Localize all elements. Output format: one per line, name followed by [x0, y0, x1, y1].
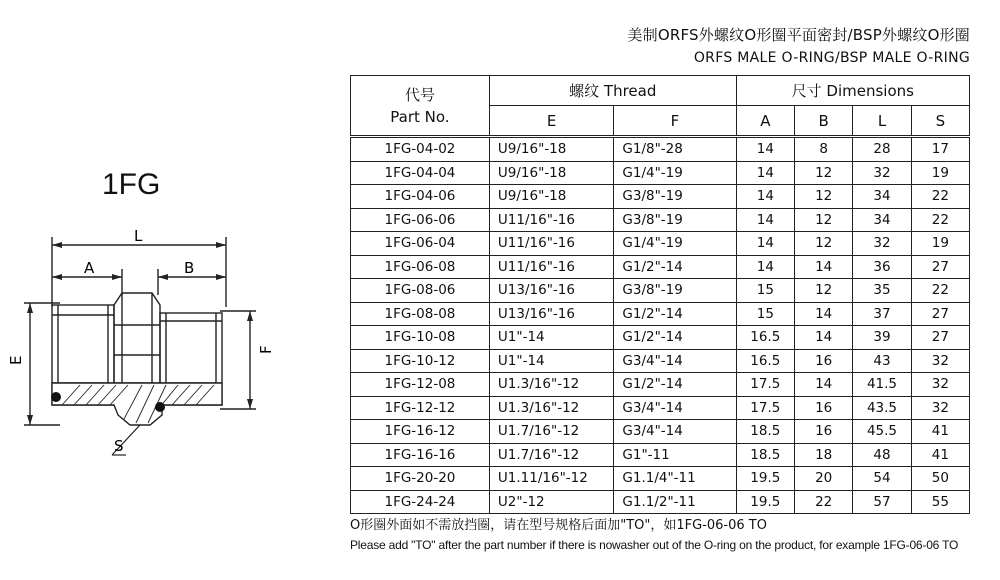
table-cell: G1/2"-14 [614, 302, 736, 326]
title-english: ORFS MALE O-RING/BSP MALE O-RING [693, 50, 970, 66]
table-cell: 57 [853, 490, 911, 514]
table-cell: 1FG-06-04 [351, 232, 490, 256]
table-row [351, 161, 970, 185]
label-f: F [257, 345, 275, 354]
table-row [351, 302, 970, 326]
header-col-f: F [614, 106, 736, 137]
table-cell: 19 [911, 161, 969, 185]
table-cell: 12 [795, 279, 853, 303]
table-cell: G1/4"-19 [614, 161, 736, 185]
table-row [351, 396, 970, 420]
table-cell: 16 [795, 349, 853, 373]
table-cell: U1.7/16"-12 [489, 443, 613, 467]
table-cell: 34 [853, 208, 911, 232]
table-row [351, 185, 970, 209]
label-b: B [184, 259, 195, 277]
table-cell: G1/8"-28 [614, 137, 736, 162]
table-row [351, 349, 970, 373]
table-cell: 1FG-04-04 [351, 161, 490, 185]
table-cell: U9/16"-18 [489, 185, 613, 209]
table-cell: 15 [736, 302, 794, 326]
table-cell: 15 [736, 279, 794, 303]
table-cell: G3/8"-19 [614, 208, 736, 232]
table-cell: 14 [736, 208, 794, 232]
table-row [351, 279, 970, 303]
header-col-b: B [795, 106, 853, 137]
table-row [351, 326, 970, 350]
table-cell: 22 [911, 208, 969, 232]
table-cell: 1FG-24-24 [351, 490, 490, 514]
table-body [351, 137, 970, 514]
table-cell: 14 [795, 373, 853, 397]
table-cell: 41 [911, 420, 969, 444]
table-cell: U1.3/16"-12 [489, 373, 613, 397]
table-cell: G1/2"-14 [614, 373, 736, 397]
table-row [351, 255, 970, 279]
table-cell: 34 [853, 185, 911, 209]
table-cell: 37 [853, 302, 911, 326]
table-cell: G3/4"-14 [614, 349, 736, 373]
table-cell: 22 [795, 490, 853, 514]
note-chinese: O形圈外面如不需放挡圈，请在型号规格后面加"TO"，如1FG-06-06 TO [350, 518, 767, 533]
table-cell: 18 [795, 443, 853, 467]
table-cell: 14 [736, 232, 794, 256]
table-cell: 54 [853, 467, 911, 491]
o-ring-right [155, 402, 165, 412]
header-col-s: S [911, 106, 969, 137]
table-cell: 1FG-04-02 [351, 137, 490, 162]
table-cell: U11/16"-16 [489, 208, 613, 232]
table-cell: U13/16"-16 [489, 279, 613, 303]
table-row [351, 443, 970, 467]
table-cell: 41 [911, 443, 969, 467]
table-cell: 19.5 [736, 467, 794, 491]
table-cell: U9/16"-18 [489, 137, 613, 162]
table-cell: 27 [911, 326, 969, 350]
table-cell: 32 [911, 349, 969, 373]
table-row [351, 373, 970, 397]
table-cell: 27 [911, 302, 969, 326]
header-col-e: E [489, 106, 613, 137]
table-cell: 17 [911, 137, 969, 162]
table-cell: G1.1/2"-11 [614, 490, 736, 514]
table-cell: 14 [795, 326, 853, 350]
table-cell: 27 [911, 255, 969, 279]
label-s: S [114, 437, 124, 455]
table-cell: 12 [795, 185, 853, 209]
table-cell: 16.5 [736, 349, 794, 373]
table-row [351, 208, 970, 232]
table-cell: 16 [795, 420, 853, 444]
table-cell: 20 [795, 467, 853, 491]
note-english: Please add "TO" after the part number if there is nowasher out of the O-ring on the product, for example 1FG-06-06 TO [350, 538, 959, 552]
table-cell: 12 [795, 208, 853, 232]
table-cell: 32 [911, 373, 969, 397]
table-cell: 48 [853, 443, 911, 467]
table-cell: U1"-14 [489, 326, 613, 350]
table-cell: 1FG-10-12 [351, 349, 490, 373]
spec-table [350, 75, 970, 514]
table-cell: 14 [795, 255, 853, 279]
table-cell: 14 [736, 185, 794, 209]
table-cell: 50 [911, 467, 969, 491]
table-cell: 18.5 [736, 443, 794, 467]
table-row [351, 490, 970, 514]
table-cell: 12 [795, 232, 853, 256]
label-e: E [7, 355, 25, 365]
model-label: 1FG [102, 168, 161, 201]
table-cell: 17.5 [736, 373, 794, 397]
table-cell: G1/2"-14 [614, 255, 736, 279]
table-cell: 32 [911, 396, 969, 420]
table-cell: G3/8"-19 [614, 185, 736, 209]
table-cell: G1/4"-19 [614, 232, 736, 256]
table-cell: 8 [795, 137, 853, 162]
table-cell: U1.7/16"-12 [489, 420, 613, 444]
table-cell: G1"-11 [614, 443, 736, 467]
table-cell: 35 [853, 279, 911, 303]
table-cell: G1/2"-14 [614, 326, 736, 350]
table-cell: 16.5 [736, 326, 794, 350]
header-col-l: L [853, 106, 911, 137]
table-cell: U11/16"-16 [489, 232, 613, 256]
title-chinese: 美制ORFS外螺纹O形圈平面密封/BSP外螺纹O形圈 [627, 26, 970, 44]
table-cell: 17.5 [736, 396, 794, 420]
table-cell: 43 [853, 349, 911, 373]
table-cell: 1FG-16-12 [351, 420, 490, 444]
table-cell: 19 [911, 232, 969, 256]
label-l: L [134, 227, 143, 245]
table-cell: U1.11/16"-12 [489, 467, 613, 491]
table-cell: 1FG-16-16 [351, 443, 490, 467]
table-cell: 41.5 [853, 373, 911, 397]
header-col-a: A [736, 106, 794, 137]
table-cell: G3/4"-14 [614, 396, 736, 420]
table-cell: G1.1/4"-11 [614, 467, 736, 491]
table-cell: 43.5 [853, 396, 911, 420]
table-cell: 14 [736, 255, 794, 279]
table-cell: 1FG-20-20 [351, 467, 490, 491]
table-cell: 1FG-04-06 [351, 185, 490, 209]
table-cell: 14 [736, 137, 794, 162]
table-row [351, 137, 970, 162]
header-thread: 螺纹 Thread [489, 76, 736, 106]
table-cell: U1"-14 [489, 349, 613, 373]
table-cell: U13/16"-16 [489, 302, 613, 326]
fitting-drawing [0, 215, 300, 475]
table-cell: 1FG-06-08 [351, 255, 490, 279]
table-cell: 1FG-12-08 [351, 373, 490, 397]
table-cell: G3/4"-14 [614, 420, 736, 444]
table-cell: 39 [853, 326, 911, 350]
o-ring-left [51, 392, 61, 402]
header-dimensions: 尺寸 Dimensions [736, 76, 969, 106]
table-cell: 18.5 [736, 420, 794, 444]
table-cell: U1.3/16"-12 [489, 396, 613, 420]
table-cell: 16 [795, 396, 853, 420]
table-cell: 14 [795, 302, 853, 326]
table-cell: 55 [911, 490, 969, 514]
table-cell: 28 [853, 137, 911, 162]
table-cell: 36 [853, 255, 911, 279]
table-row [351, 232, 970, 256]
table-row [351, 467, 970, 491]
table-cell: 22 [911, 279, 969, 303]
table-cell: 14 [736, 161, 794, 185]
table-cell: 1FG-08-08 [351, 302, 490, 326]
table-cell: 45.5 [853, 420, 911, 444]
table-cell: 12 [795, 161, 853, 185]
table-cell: U2"-12 [489, 490, 613, 514]
table-cell: U9/16"-18 [489, 161, 613, 185]
header-part-no: 代号 Part No. [351, 76, 490, 137]
table-cell: 32 [853, 232, 911, 256]
table-cell: 1FG-12-12 [351, 396, 490, 420]
table-cell: 32 [853, 161, 911, 185]
table-row [351, 420, 970, 444]
table-cell: 19.5 [736, 490, 794, 514]
table-cell: 22 [911, 185, 969, 209]
label-a: A [84, 259, 95, 277]
table-cell: 1FG-08-06 [351, 279, 490, 303]
table-cell: 1FG-06-06 [351, 208, 490, 232]
table-cell: U11/16"-16 [489, 255, 613, 279]
table-cell: G3/8"-19 [614, 279, 736, 303]
table-cell: 1FG-10-08 [351, 326, 490, 350]
